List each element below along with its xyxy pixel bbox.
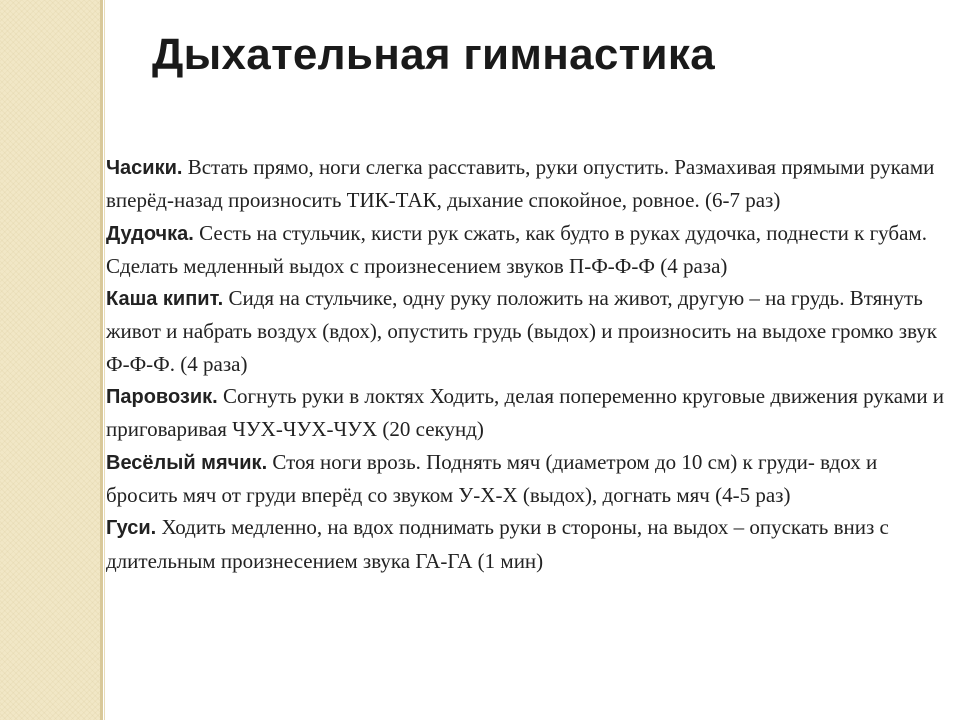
- exercise-name: Дудочка.: [106, 222, 194, 245]
- exercise-item: [106, 380, 952, 446]
- exercise-list: [106, 151, 952, 577]
- exercise-text: Встать прямо, ноги слегка расставить, руки опустить. Размахивая прямыми руками вперёд-назад произносить ТИК-ТАК, дыхание спокойное, ровное. (6-7 раз): [106, 155, 935, 213]
- exercise-item: [106, 282, 952, 380]
- exercise-name: Каша кипит.: [106, 288, 224, 311]
- exercise-text: Стоя ноги врозь. Поднять мяч (диаметром до 10 см) к груди- вдох и бросить мяч от груди вперёд со звуком У-Х-Х (выдох), догнать мяч (4-5 раз): [106, 449, 878, 507]
- exercise-item: [106, 446, 952, 512]
- exercise-text: Ходить медленно, на вдох поднимать руки в стороны, на выдох – опускать вниз с длительным произнесением звука ГА-ГА (1 мин): [106, 515, 889, 573]
- exercise-item: [106, 217, 952, 283]
- exercise-name: Часики.: [106, 157, 183, 179]
- exercise-name: Паровозик.: [106, 386, 218, 409]
- decorative-side-band: [0, 0, 100, 720]
- exercise-item: [106, 151, 952, 217]
- decorative-side-line-thin: [104, 0, 105, 720]
- exercise-text: Согнуть руки в локтях Ходить, делая попеременно круговые движения руками и приговаривая ЧУХ-ЧУХ-ЧУХ (20 секунд): [106, 384, 945, 442]
- decorative-side-line: [100, 0, 103, 720]
- exercise-item: [106, 511, 952, 577]
- exercise-text: Сесть на стульчик, кисти рук сжать, как будто в руках дудочка, поднести к губам. Сделать медленный выдох с произнесением звуков П-Ф-Ф-Ф (4 раза): [106, 220, 927, 278]
- exercise-text: Сидя на стульчике, одну руку положить на живот, другую – на грудь. Втянуть живот и набрать воздух (вдох), опустить грудь (выдох) и произносить на выдохе громко звук Ф-Ф-Ф. (4 раза): [106, 286, 937, 376]
- slide-title: Дыхательная гимнастика: [152, 30, 715, 79]
- exercise-name: Весёлый мячик.: [106, 451, 268, 474]
- exercise-name: Гуси.: [106, 517, 157, 540]
